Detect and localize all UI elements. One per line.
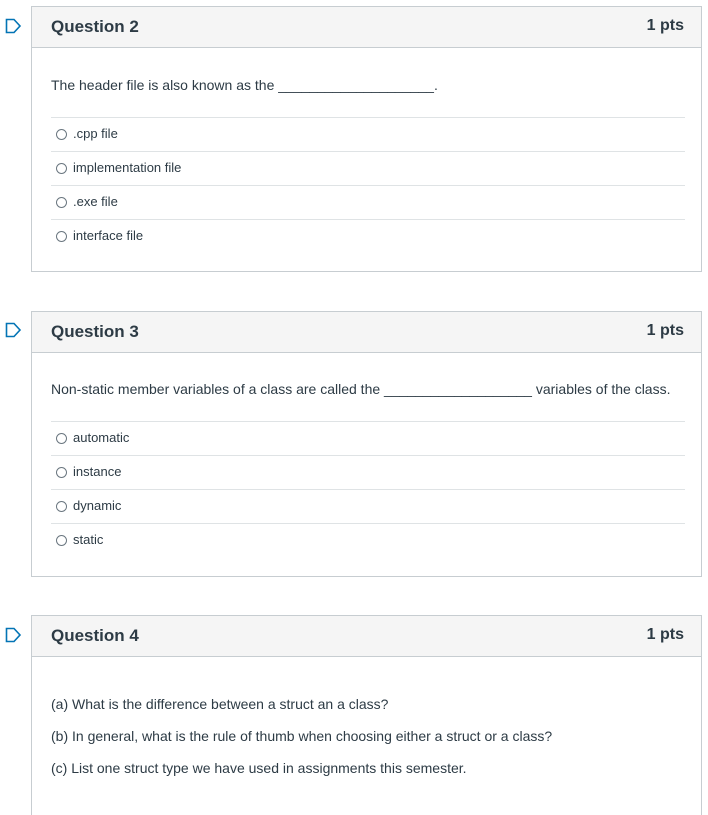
answer-option[interactable] <box>51 489 685 523</box>
flag-question-icon[interactable] <box>5 627 22 643</box>
answer-label: static <box>73 532 104 547</box>
question-card-3 <box>31 311 702 577</box>
question-title: Question 4 <box>51 626 139 645</box>
answer-option[interactable] <box>51 455 685 489</box>
flag-question-icon[interactable] <box>5 18 22 34</box>
answer-label: .exe file <box>73 194 118 209</box>
answer-list <box>51 421 685 557</box>
answer-label: automatic <box>73 430 130 445</box>
answer-label: dynamic <box>73 498 122 513</box>
question-header <box>32 616 701 657</box>
question-card-4 <box>31 615 702 815</box>
radio-button[interactable] <box>56 433 67 444</box>
question-card-2 <box>31 6 702 272</box>
answer-option[interactable] <box>51 421 685 455</box>
question-title: Question 3 <box>51 322 139 341</box>
answer-option[interactable] <box>51 523 685 557</box>
question-text: The header file is also known as the ____________________. <box>51 77 438 93</box>
radio-button[interactable] <box>56 129 67 140</box>
answer-option[interactable] <box>51 151 685 185</box>
question-header <box>32 7 701 48</box>
question-title: Question 2 <box>51 17 139 36</box>
question-points: 1 pts <box>646 626 684 643</box>
answer-label: implementation file <box>73 160 182 175</box>
radio-button[interactable] <box>56 501 67 512</box>
question-points: 1 pts <box>646 322 684 339</box>
answer-label: interface file <box>73 228 144 243</box>
radio-button[interactable] <box>56 197 67 208</box>
question-points: 1 pts <box>646 17 684 34</box>
question-text-line: (c) List one struct type we have used in assignments this semester. <box>51 760 467 776</box>
radio-button[interactable] <box>56 467 67 478</box>
radio-button[interactable] <box>56 231 67 242</box>
answer-list <box>51 117 685 253</box>
answer-option[interactable] <box>51 185 685 219</box>
question-text: Non-static member variables of a class are called the ___________________ variables of the class. <box>51 381 671 397</box>
answer-label: instance <box>73 464 122 479</box>
question-text-line: (b) In general, what is the rule of thumb when choosing either a struct or a class? <box>51 728 553 744</box>
question-text-line: (a) What is the difference between a struct an a class? <box>51 696 389 712</box>
radio-button[interactable] <box>56 163 67 174</box>
answer-label: .cpp file <box>73 126 118 141</box>
flag-question-icon[interactable] <box>5 322 22 338</box>
question-header <box>32 312 701 353</box>
answer-option[interactable] <box>51 117 685 151</box>
answer-option[interactable] <box>51 219 685 253</box>
radio-button[interactable] <box>56 535 67 546</box>
